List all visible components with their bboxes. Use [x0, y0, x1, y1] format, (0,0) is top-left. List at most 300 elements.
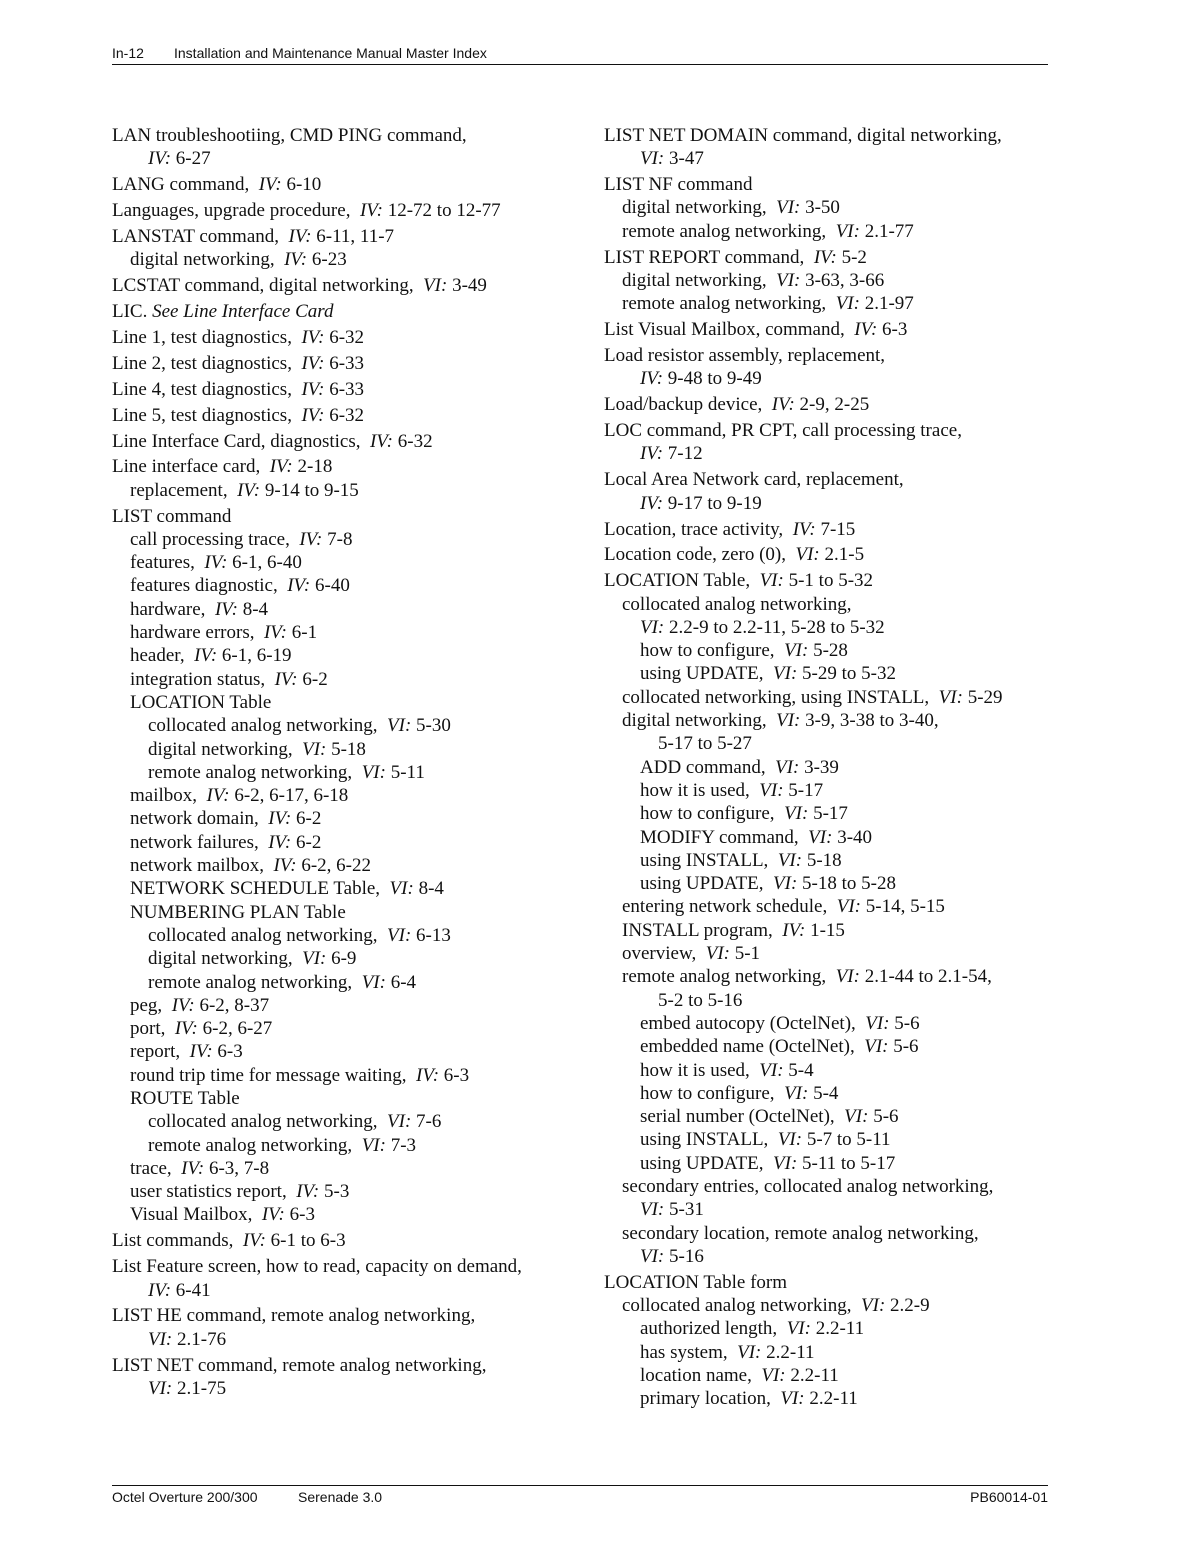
volume-label: VI:: [361, 971, 386, 993]
page-references: 6-32: [397, 430, 433, 452]
page-footer: [112, 1485, 1048, 1506]
volume-label: IV:: [640, 492, 664, 514]
page-references: 6-2, 8-37: [199, 994, 270, 1016]
entry-term: digital networking,: [148, 948, 293, 970]
index-subentry: [112, 1180, 582, 1203]
volume-label: IV:: [204, 552, 228, 574]
index-subentry: [112, 1087, 582, 1110]
volume-label: VI:: [773, 663, 798, 685]
index-subentry: [112, 691, 582, 714]
index-entry: [604, 124, 1048, 147]
index-subentry: [604, 1364, 1048, 1387]
entry-term: NUMBERING PLAN Table: [130, 901, 346, 923]
volume-label: VI:: [387, 1111, 412, 1133]
index-subentry: [604, 919, 1048, 942]
entry-term: remote analog networking,: [622, 966, 827, 988]
volume-label: VI:: [759, 570, 784, 592]
volume-label: IV:: [301, 378, 325, 400]
index-subentry: [604, 1012, 1048, 1035]
entry-term: collocated analog networking,: [622, 593, 852, 615]
entry-term: digital networking,: [130, 249, 275, 271]
page-references: 2.2-11: [809, 1388, 858, 1410]
index-subentry: [112, 479, 582, 502]
volume-label: VI:: [864, 1036, 889, 1058]
index-subentry: [604, 1082, 1048, 1105]
index-entry-continuation: [604, 492, 1048, 515]
index-entry-continuation: [112, 1377, 582, 1400]
volume-label: VI:: [784, 640, 809, 662]
entry-term: LOCATION Table form: [604, 1271, 788, 1293]
entry-term: header,: [130, 645, 185, 667]
page-references: 5-18: [331, 738, 366, 760]
volume-label: IV:: [369, 430, 394, 452]
index-subentry: [604, 1341, 1048, 1364]
index-subentry: [604, 1035, 1048, 1058]
page-references: 5-30: [416, 715, 451, 737]
page-references: 6-2: [296, 831, 322, 853]
index-subentry: [604, 292, 1048, 315]
volume-label: IV:: [640, 368, 664, 390]
see-reference: See Line Interface Card: [152, 301, 334, 323]
page-references: 6-3: [443, 1064, 470, 1086]
volume-label: IV:: [148, 1279, 172, 1301]
entry-term: LIC.: [112, 301, 148, 323]
page-references: 6-3, 7-8: [208, 1157, 270, 1179]
index-entry: [112, 326, 582, 349]
index-subentry: [112, 714, 582, 737]
volume-label: VI:: [387, 924, 412, 946]
page-references: 6-10: [286, 174, 322, 196]
index-subentry: [112, 1203, 582, 1226]
volume-label: VI:: [640, 148, 665, 170]
entry-term: hardware errors,: [130, 622, 255, 644]
index-column-left: [112, 124, 582, 1400]
volume-label: IV:: [258, 174, 282, 196]
footer-product: Octel Overture 200/300: [112, 1489, 258, 1505]
entry-term: LCSTAT command, digital networking,: [112, 275, 414, 297]
entry-term: hardware,: [130, 598, 206, 620]
entry-term: integration status,: [130, 668, 266, 690]
index-entry: [112, 300, 582, 323]
volume-label: IV:: [242, 1230, 266, 1252]
entry-term: trace,: [130, 1157, 172, 1179]
index-subentry: [604, 220, 1048, 243]
index-subentry: [112, 831, 582, 854]
index-entry-continuation: [604, 732, 1048, 755]
index-entry: [112, 1255, 582, 1278]
volume-label: VI:: [835, 966, 860, 988]
index-entry: [604, 344, 1048, 367]
page-references: 6-2: [302, 668, 328, 690]
entry-term: overview,: [622, 943, 697, 965]
index-subentry: [112, 738, 582, 761]
volume-label: VI:: [776, 710, 801, 732]
index-entry: [112, 1229, 582, 1252]
entry-term: digital networking,: [622, 269, 767, 291]
page-header: [112, 44, 1048, 65]
volume-label: VI:: [835, 293, 860, 315]
footer-release: Serenade 3.0: [298, 1489, 383, 1505]
page-references: 2.1-44 to 2.1-54,: [864, 966, 992, 988]
volume-label: IV:: [359, 200, 383, 222]
page-references: 5-11 to 5-17: [802, 1152, 896, 1174]
volume-label: VI:: [148, 1328, 173, 1350]
volume-label: IV:: [416, 1064, 440, 1086]
page-references: 5-29: [967, 686, 1003, 708]
volume-label: IV:: [854, 319, 878, 341]
entry-term: Location code, zero (0),: [604, 544, 786, 566]
page-references: 3-40: [837, 826, 873, 848]
volume-label: VI:: [808, 826, 833, 848]
index-subentry: [604, 1105, 1048, 1128]
entry-term: secondary location, remote analog networking,: [622, 1222, 979, 1244]
page-references: 5-1: [734, 943, 761, 965]
volume-label: IV:: [296, 1181, 320, 1203]
entry-term: Load resistor assembly, replacement,: [604, 345, 886, 367]
volume-label: IV:: [273, 855, 297, 877]
page-references: 6-2: [296, 808, 322, 830]
index-subentry: [604, 826, 1048, 849]
page-references: 8-4: [418, 878, 444, 900]
entry-term: NETWORK SCHEDULE Table,: [130, 878, 381, 900]
index-entry: [112, 378, 582, 401]
volume-label: IV:: [268, 808, 292, 830]
entry-term: how it is used,: [640, 1059, 750, 1081]
volume-label: VI:: [761, 1364, 786, 1386]
entry-term: MODIFY command,: [640, 826, 799, 848]
index-subentry: [604, 872, 1048, 895]
entry-term: embedded name (OctelNet),: [640, 1036, 855, 1058]
page-references: 6-9: [331, 948, 357, 970]
page-references: 6-40: [315, 575, 350, 597]
entry-term: network failures,: [130, 831, 259, 853]
page-references: 6-4: [390, 971, 417, 993]
volume-label: IV:: [287, 575, 311, 597]
entry-term: LOCATION Table,: [604, 570, 751, 592]
volume-label: VI:: [835, 220, 860, 242]
index-subentry: [604, 779, 1048, 802]
entry-term: remote analog networking,: [148, 1134, 353, 1156]
index-entry: [112, 352, 582, 375]
page-references: 6-32: [329, 404, 365, 426]
entry-term: how to configure,: [640, 640, 775, 662]
index-subentry: [604, 1222, 1048, 1245]
index-entry: [604, 543, 1048, 566]
entry-term: Line 1, test diagnostics,: [112, 326, 292, 348]
volume-label: IV:: [288, 225, 312, 247]
page-references: 6-13: [416, 924, 451, 946]
entry-term: LIST NF command: [604, 174, 753, 196]
entry-term: remote analog networking,: [622, 293, 827, 315]
volume-label: VI:: [640, 1245, 665, 1267]
index-entry: [112, 455, 582, 478]
index-entry-continuation: [604, 367, 1048, 390]
entry-term: LIST REPORT command,: [604, 246, 805, 268]
index-subentry: [112, 947, 582, 970]
entry-term: Location, trace activity,: [604, 518, 784, 540]
index-subentry: [112, 621, 582, 644]
page-references: 5-16: [669, 1245, 704, 1267]
entry-term: ADD command,: [640, 756, 766, 778]
entry-term: List Visual Mailbox, command,: [604, 319, 845, 341]
index-subentry: [604, 1387, 1048, 1410]
page-references: 6-3: [882, 319, 908, 341]
volume-label: IV:: [237, 479, 261, 501]
page-references: 7-15: [820, 518, 856, 540]
page-references: 5-11: [390, 761, 425, 783]
index-subentry: [604, 1294, 1048, 1317]
entry-term: replacement,: [130, 479, 228, 501]
volume-label: VI:: [423, 275, 448, 297]
entry-term: location name,: [640, 1364, 752, 1386]
volume-label: VI:: [777, 1129, 803, 1151]
page-references: 5-18 to 5-28: [802, 873, 896, 895]
page-references: 3-47: [669, 148, 704, 170]
index-subentry: [112, 1134, 582, 1157]
page-references: 3-63, 3-66: [805, 269, 885, 291]
entry-term: authorized length,: [640, 1318, 778, 1340]
volume-label: VI:: [786, 1318, 811, 1340]
index-subentry: [112, 877, 582, 900]
page-references: 2.1-77: [864, 220, 914, 242]
entry-term: Load/backup device,: [604, 394, 763, 416]
index-subentry: [604, 709, 1048, 732]
entry-term: user statistics report,: [130, 1181, 287, 1203]
entry-term: LIST HE command, remote analog networking,: [112, 1305, 476, 1327]
entry-term: INSTALL program,: [622, 919, 773, 941]
index-subentry: [112, 644, 582, 667]
index-subentry: [604, 895, 1048, 918]
volume-label: IV:: [263, 622, 288, 644]
index-entry: [112, 505, 582, 528]
entry-term: Line 5, test diagnostics,: [112, 404, 292, 426]
volume-label: VI:: [302, 738, 327, 760]
entry-term: collocated analog networking,: [148, 1111, 378, 1133]
volume-label: VI:: [705, 943, 730, 965]
index-entry: [112, 1304, 582, 1327]
index-subentry: [604, 942, 1048, 965]
volume-label: VI:: [361, 1134, 386, 1156]
page-references: 9-17 to 9-19: [667, 492, 762, 514]
entry-term: Languages, upgrade procedure,: [112, 200, 351, 222]
index-subentry: [604, 639, 1048, 662]
index-entry: [604, 318, 1048, 341]
page-references: 2.1-75: [177, 1377, 227, 1399]
index-entry-continuation: [112, 1279, 582, 1302]
index-subentry: [604, 1128, 1048, 1151]
entry-term: LIST NET DOMAIN command, digital networking,: [604, 125, 1002, 146]
entry-term: LOCATION Table: [130, 691, 272, 713]
entry-term: ROUTE Table: [130, 1088, 240, 1109]
entry-term: using UPDATE,: [640, 1152, 764, 1174]
volume-label: VI:: [302, 948, 327, 970]
volume-label: IV:: [189, 1041, 213, 1063]
index-subentry: [604, 593, 1048, 616]
entry-term: using UPDATE,: [640, 873, 764, 895]
page-references: 5-6: [894, 1012, 920, 1034]
index-entry: [604, 173, 1048, 196]
index-entry-continuation: [604, 1198, 1048, 1221]
entry-term: LIST NET command, remote analog networking,: [112, 1354, 487, 1376]
index-subentry: [112, 574, 582, 597]
page-references: 5-28: [813, 640, 848, 662]
page-references: 7-12: [667, 443, 703, 465]
entry-term: features diagnostic,: [130, 575, 278, 597]
index-entry: [112, 274, 582, 297]
index-entry: [604, 518, 1048, 541]
footer-document-number: PB60014-01: [970, 1489, 1048, 1505]
volume-label: VI:: [836, 896, 861, 918]
page-references: 2.1-5: [824, 544, 865, 566]
index-subentry: [604, 1175, 1048, 1198]
index-subentry: [112, 994, 582, 1017]
index-subentry: [604, 686, 1048, 709]
page-references: 5-4: [813, 1082, 839, 1104]
volume-label: IV:: [171, 994, 195, 1016]
index-entry: [112, 173, 582, 196]
index-entry-continuation: [112, 1328, 582, 1351]
page-references: 5-6: [873, 1106, 899, 1128]
volume-label: VI:: [777, 849, 803, 871]
page-number: In-12: [112, 45, 144, 61]
page-references: 6-11, 11-7: [316, 225, 395, 247]
page-references: 3-50: [805, 197, 840, 219]
page-references: 6-33: [329, 352, 365, 374]
entry-term: call processing trace,: [130, 528, 290, 550]
entry-term: Line interface card,: [112, 456, 261, 478]
page-references: 2.2-9 to 2.2-11, 5-28 to 5-32: [669, 616, 885, 638]
entry-term: entering network schedule,: [622, 896, 828, 918]
index-subentry: [604, 1317, 1048, 1340]
index-subentry: [604, 802, 1048, 825]
index-subentry: [112, 1040, 582, 1063]
page-references: 5-18: [806, 849, 842, 871]
entry-term: digital networking,: [622, 710, 767, 732]
volume-label: VI:: [844, 1106, 869, 1128]
entry-term: how to configure,: [640, 1082, 775, 1104]
page-references: 2.2-11: [815, 1318, 865, 1340]
entry-term: LOC command, PR CPT, call processing trace,: [604, 420, 962, 442]
page-references: 2.2-9: [890, 1295, 930, 1317]
entry-term: using UPDATE,: [640, 663, 764, 685]
index-subentry: [112, 807, 582, 830]
page-references: 2-9, 2-25: [799, 394, 870, 416]
entry-term: features,: [130, 552, 195, 574]
volume-label: VI:: [640, 1199, 665, 1221]
volume-label: IV:: [813, 246, 837, 268]
volume-label: IV:: [261, 1204, 285, 1226]
page-references: 2.2-11: [766, 1341, 815, 1363]
index-subentry: [112, 854, 582, 877]
volume-label: IV:: [174, 1018, 198, 1040]
index-subentry: [112, 971, 582, 994]
page-references: 5-17: [813, 803, 848, 825]
volume-label: IV:: [194, 645, 218, 667]
page-references: 8-4: [242, 598, 269, 620]
volume-label: VI:: [737, 1341, 762, 1363]
header-title: Installation and Maintenance Manual Master Index: [174, 45, 487, 61]
volume-label: VI:: [784, 1082, 809, 1104]
entry-term: Visual Mailbox,: [130, 1204, 253, 1226]
entry-term: using INSTALL,: [640, 849, 769, 871]
index-subentry: [112, 1157, 582, 1180]
index-subentry: [112, 248, 582, 271]
entry-term: primary location,: [640, 1388, 771, 1410]
index-subentry: [604, 662, 1048, 685]
page-references: 6-3: [217, 1041, 243, 1063]
entry-term: round trip time for message waiting,: [130, 1064, 407, 1086]
entry-term: digital networking,: [148, 738, 293, 760]
index-entry: [112, 225, 582, 248]
index-entry-continuation: [604, 1245, 1048, 1268]
page-references: 5-14, 5-15: [865, 896, 945, 918]
page-references: 6-1 to 6-3: [270, 1230, 346, 1252]
page-references: 6-2, 6-17, 6-18: [234, 785, 349, 807]
volume-label: IV:: [792, 518, 816, 540]
index-entry: [112, 1354, 582, 1377]
volume-label: VI:: [389, 878, 414, 900]
volume-label: VI:: [361, 761, 386, 783]
entry-term: mailbox,: [130, 785, 198, 807]
page-references: 6-27: [175, 148, 211, 170]
index-entry-continuation: [112, 147, 582, 170]
volume-label: VI:: [387, 715, 412, 737]
index-subentry: [112, 1110, 582, 1133]
entry-term: peg,: [130, 994, 163, 1016]
page-references: 6-1, 6-19: [221, 645, 292, 667]
volume-label: VI:: [776, 197, 801, 219]
volume-label: VI:: [795, 544, 820, 566]
entry-term: digital networking,: [622, 197, 767, 219]
page-references: 7-6: [416, 1111, 442, 1133]
index-entry-continuation: [604, 616, 1048, 639]
page-references: 1-15: [810, 919, 845, 941]
entry-term: List Feature screen, how to read, capacity on demand,: [112, 1256, 522, 1278]
entry-term: LANSTAT command,: [112, 225, 280, 247]
volume-label: VI:: [759, 779, 784, 801]
volume-label: IV:: [214, 598, 238, 620]
volume-label: VI:: [773, 873, 798, 895]
entry-term: Line 2, test diagnostics,: [112, 352, 292, 374]
volume-label: VI:: [148, 1377, 173, 1399]
page-references: 3-39: [804, 756, 839, 778]
index-subentry: [604, 196, 1048, 219]
volume-label: VI:: [775, 756, 800, 778]
entry-term: remote analog networking,: [622, 220, 827, 242]
entry-term: port,: [130, 1018, 166, 1040]
page-references: 6-2, 6-27: [202, 1018, 273, 1040]
index-entry: [112, 199, 582, 222]
index-entry: [604, 393, 1048, 416]
index-subentry: [604, 849, 1048, 872]
page-references: 6-23: [311, 249, 347, 271]
volume-label: VI:: [780, 1388, 805, 1410]
entry-term: Line Interface Card, diagnostics,: [112, 430, 361, 452]
index-entry-continuation: [604, 442, 1048, 465]
entry-term: remote analog networking,: [148, 971, 353, 993]
volume-label: IV:: [301, 404, 325, 426]
index-subentry: [604, 965, 1048, 988]
index-column-right: [604, 124, 1048, 1411]
entry-term: LAN troubleshootiing, CMD PING command,: [112, 125, 467, 146]
volume-label: VI:: [759, 1059, 784, 1081]
entry-term: remote analog networking,: [148, 761, 353, 783]
index-entry: [604, 468, 1048, 491]
page-references: 5-29 to 5-32: [802, 663, 896, 685]
entry-term: LANG command,: [112, 174, 250, 196]
page-references: 6-2, 6-22: [301, 855, 371, 877]
page-references: 2.1-76: [177, 1328, 227, 1350]
